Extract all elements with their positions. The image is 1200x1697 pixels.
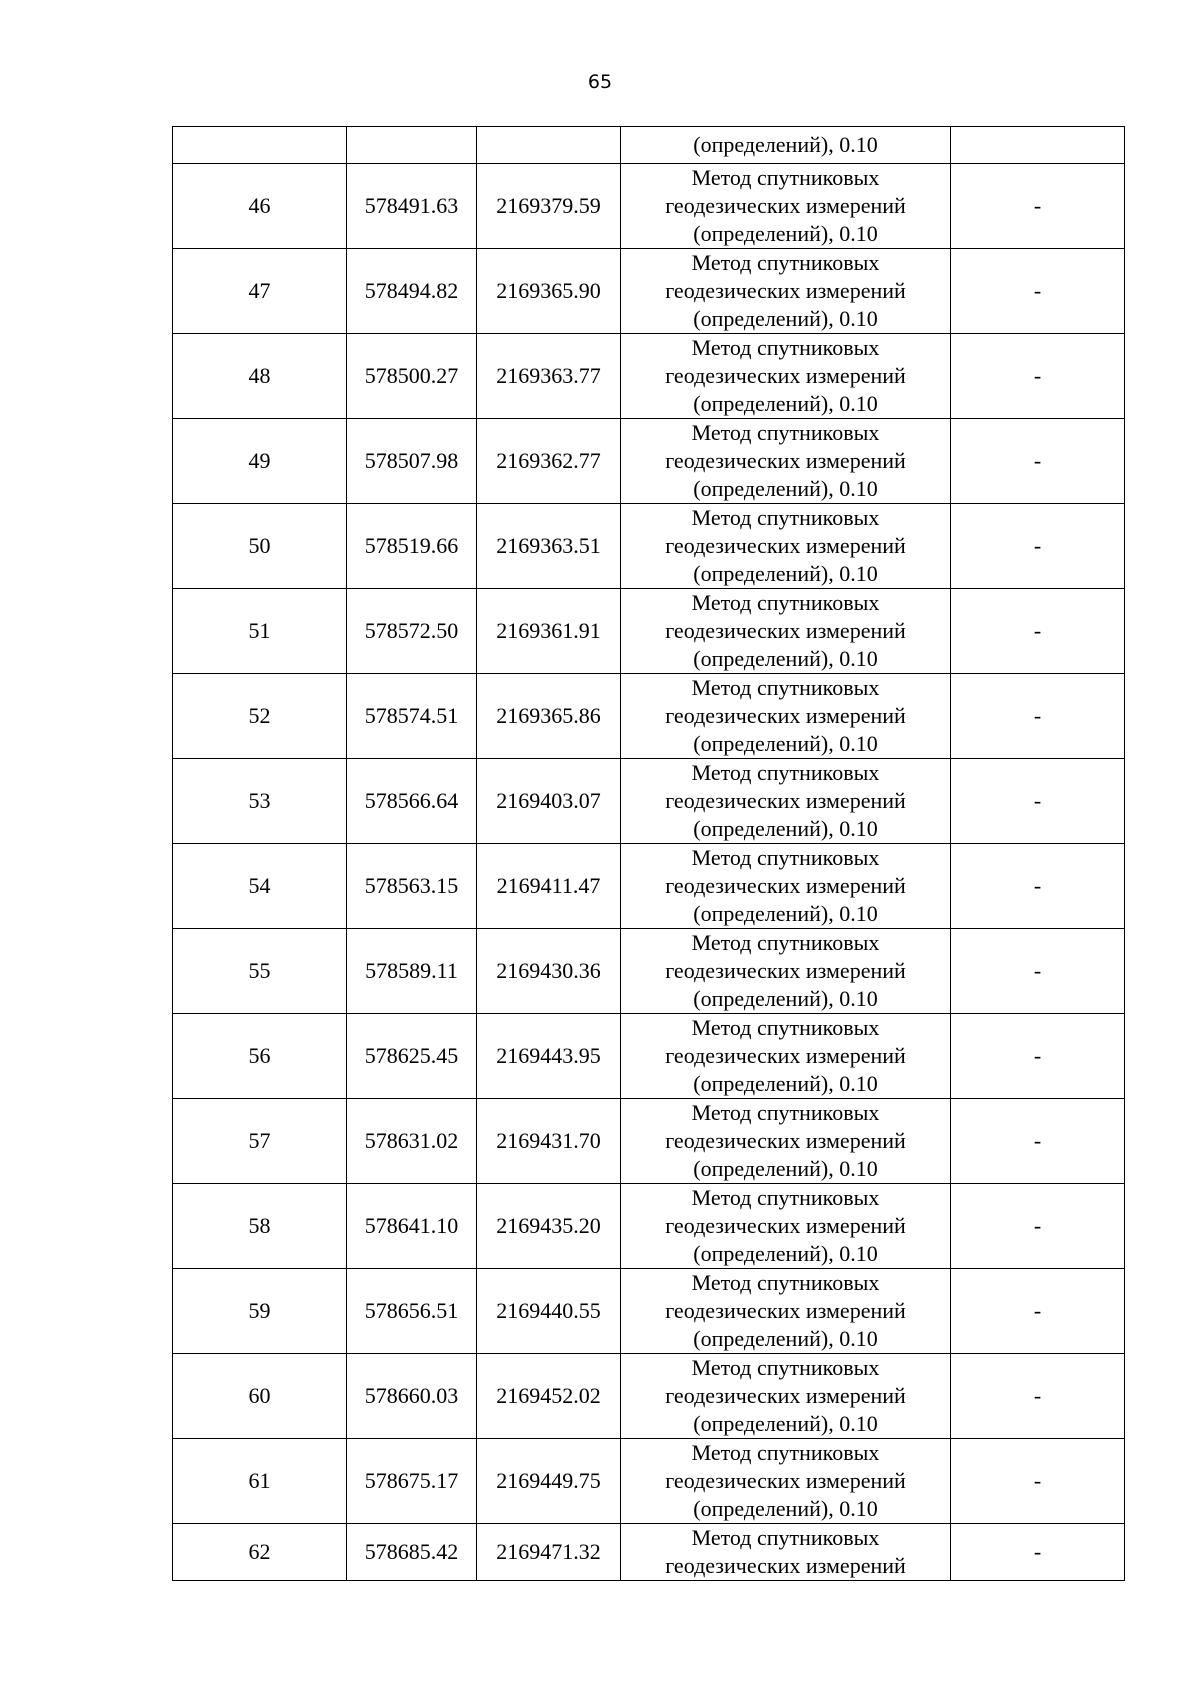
method-text-line: Метод спутниковых xyxy=(691,165,880,190)
x-coordinate-cell: 578572.50 xyxy=(347,589,477,674)
method-text-line: геодезических измерений xyxy=(665,448,906,473)
method-cell xyxy=(621,1439,951,1524)
point-number-cell: 47 xyxy=(173,249,347,334)
description-cell: - xyxy=(951,164,1125,249)
x-coordinate-cell: 578507.98 xyxy=(347,419,477,504)
point-number-cell: 54 xyxy=(173,844,347,929)
method-text-line: (определений), 0.10 xyxy=(693,1156,878,1181)
method-text-line: геодезических измерений xyxy=(665,1128,906,1153)
method-text-line: геодезических измерений xyxy=(665,703,906,728)
description-cell: - xyxy=(951,1439,1125,1524)
method-text-line: геодезических измерений xyxy=(665,1213,906,1238)
method-text-line: (определений), 0.10 xyxy=(693,731,878,756)
table-row xyxy=(173,759,1125,844)
method-text-line: Метод спутниковых xyxy=(691,420,880,445)
point-number-cell xyxy=(173,127,347,164)
method-cell xyxy=(621,1269,951,1354)
table-row xyxy=(173,674,1125,759)
x-coordinate-cell: 578656.51 xyxy=(347,1269,477,1354)
method-text-line: геодезических измерений xyxy=(665,1298,906,1323)
method-text-line: Метод спутниковых xyxy=(691,675,880,700)
y-coordinate-cell: 2169403.07 xyxy=(477,759,621,844)
method-text-line: (определений), 0.10 xyxy=(693,221,878,246)
table-row xyxy=(173,334,1125,419)
point-number-cell: 49 xyxy=(173,419,347,504)
table-row xyxy=(173,504,1125,589)
method-text-line: геодезических измерений xyxy=(665,873,906,898)
method-text-line: (определений), 0.10 xyxy=(693,1071,878,1096)
method-text-line: геодезических измерений xyxy=(665,618,906,643)
description-cell: - xyxy=(951,249,1125,334)
x-coordinate-cell: 578519.66 xyxy=(347,504,477,589)
point-number-cell: 46 xyxy=(173,164,347,249)
method-text-line: Метод спутниковых xyxy=(691,1185,880,1210)
method-cell xyxy=(621,504,951,589)
x-coordinate-cell: 578675.17 xyxy=(347,1439,477,1524)
method-text-line: геодезических измерений xyxy=(665,363,906,388)
method-text-line: (определений), 0.10 xyxy=(693,986,878,1011)
y-coordinate-cell: 2169379.59 xyxy=(477,164,621,249)
y-coordinate-cell: 2169443.95 xyxy=(477,1014,621,1099)
method-text-line: Метод спутниковых xyxy=(691,930,880,955)
description-cell xyxy=(951,127,1125,164)
method-text-line: Метод спутниковых xyxy=(691,845,880,870)
method-text-line: Метод спутниковых xyxy=(691,1525,880,1550)
method-text-line: геодезических измерений xyxy=(665,958,906,983)
point-number-cell: 53 xyxy=(173,759,347,844)
method-text-line: Метод спутниковых xyxy=(691,335,880,360)
page-number: 65 xyxy=(587,71,613,93)
method-text-line: Метод спутниковых xyxy=(691,760,880,785)
method-text-line: (определений), 0.10 xyxy=(693,1241,878,1266)
table-row xyxy=(173,1184,1125,1269)
description-cell: - xyxy=(951,844,1125,929)
y-coordinate-cell: 2169430.36 xyxy=(477,929,621,1014)
description-cell: - xyxy=(951,589,1125,674)
y-coordinate-cell: 2169452.02 xyxy=(477,1354,621,1439)
table-row xyxy=(173,1269,1125,1354)
method-text-line: (определений), 0.10 xyxy=(693,1496,878,1521)
method-cell xyxy=(621,419,951,504)
table-row xyxy=(173,127,1125,164)
y-coordinate-cell: 2169363.51 xyxy=(477,504,621,589)
coordinates-table-body xyxy=(173,127,1125,1581)
y-coordinate-cell: 2169471.32 xyxy=(477,1524,621,1581)
method-text-line: геодезических измерений xyxy=(665,278,906,303)
table-row xyxy=(173,1354,1125,1439)
y-coordinate-cell: 2169435.20 xyxy=(477,1184,621,1269)
description-cell: - xyxy=(951,674,1125,759)
method-text-line: Метод спутниковых xyxy=(691,1015,880,1040)
method-text-line: геодезических измерений xyxy=(665,788,906,813)
point-number-cell: 48 xyxy=(173,334,347,419)
method-cell xyxy=(621,1099,951,1184)
x-coordinate-cell: 578589.11 xyxy=(347,929,477,1014)
method-text-line: (определений), 0.10 xyxy=(693,1326,878,1351)
description-cell: - xyxy=(951,504,1125,589)
method-cell xyxy=(621,249,951,334)
y-coordinate-cell: 2169431.70 xyxy=(477,1099,621,1184)
table-row xyxy=(173,1099,1125,1184)
x-coordinate-cell xyxy=(347,127,477,164)
y-coordinate-cell: 2169363.77 xyxy=(477,334,621,419)
description-cell: - xyxy=(951,929,1125,1014)
x-coordinate-cell: 578563.15 xyxy=(347,844,477,929)
x-coordinate-cell: 578566.64 xyxy=(347,759,477,844)
y-coordinate-cell xyxy=(477,127,621,164)
method-text-line: (определений), 0.10 xyxy=(693,132,878,157)
description-cell: - xyxy=(951,1524,1125,1581)
method-cell xyxy=(621,164,951,249)
method-text-line: Метод спутниковых xyxy=(691,1100,880,1125)
table-row xyxy=(173,419,1125,504)
x-coordinate-cell: 578500.27 xyxy=(347,334,477,419)
method-text-line: Метод спутниковых xyxy=(691,1355,880,1380)
method-text-line: (определений), 0.10 xyxy=(693,1411,878,1436)
method-text-line: геодезических измерений xyxy=(665,1383,906,1408)
point-number-cell: 59 xyxy=(173,1269,347,1354)
method-text-line: геодезических измерений xyxy=(665,1043,906,1068)
description-cell: - xyxy=(951,1099,1125,1184)
point-number-cell: 57 xyxy=(173,1099,347,1184)
point-number-cell: 51 xyxy=(173,589,347,674)
table-row xyxy=(173,844,1125,929)
method-text-line: геодезических измерений xyxy=(665,533,906,558)
method-cell xyxy=(621,334,951,419)
y-coordinate-cell: 2169365.90 xyxy=(477,249,621,334)
x-coordinate-cell: 578641.10 xyxy=(347,1184,477,1269)
table-row xyxy=(173,1439,1125,1524)
method-cell xyxy=(621,1524,951,1581)
method-text-line: (определений), 0.10 xyxy=(693,561,878,586)
method-text-line: (определений), 0.10 xyxy=(693,391,878,416)
x-coordinate-cell: 578625.45 xyxy=(347,1014,477,1099)
method-cell xyxy=(621,1184,951,1269)
x-coordinate-cell: 578491.63 xyxy=(347,164,477,249)
method-cell xyxy=(621,674,951,759)
x-coordinate-cell: 578660.03 xyxy=(347,1354,477,1439)
method-text-line: (определений), 0.10 xyxy=(693,816,878,841)
method-cell xyxy=(621,1014,951,1099)
table-row xyxy=(173,164,1125,249)
method-cell xyxy=(621,929,951,1014)
method-text-line: Метод спутниковых xyxy=(691,250,880,275)
y-coordinate-cell: 2169362.77 xyxy=(477,419,621,504)
point-number-cell: 61 xyxy=(173,1439,347,1524)
description-cell: - xyxy=(951,759,1125,844)
point-number-cell: 62 xyxy=(173,1524,347,1581)
method-text-line: геодезических измерений xyxy=(665,1468,906,1493)
x-coordinate-cell: 578574.51 xyxy=(347,674,477,759)
point-number-cell: 56 xyxy=(173,1014,347,1099)
x-coordinate-cell: 578494.82 xyxy=(347,249,477,334)
table-row xyxy=(173,1014,1125,1099)
method-cell xyxy=(621,759,951,844)
method-cell xyxy=(621,127,951,164)
point-number-cell: 50 xyxy=(173,504,347,589)
y-coordinate-cell: 2169361.91 xyxy=(477,589,621,674)
method-text-line: геодезических измерений xyxy=(665,1553,906,1578)
y-coordinate-cell: 2169440.55 xyxy=(477,1269,621,1354)
method-cell xyxy=(621,844,951,929)
table-row xyxy=(173,589,1125,674)
table-row xyxy=(173,1524,1125,1581)
description-cell: - xyxy=(951,419,1125,504)
method-cell xyxy=(621,589,951,674)
description-cell: - xyxy=(951,1354,1125,1439)
method-text-line: Метод спутниковых xyxy=(691,590,880,615)
y-coordinate-cell: 2169449.75 xyxy=(477,1439,621,1524)
method-text-line: Метод спутниковых xyxy=(691,1270,880,1295)
description-cell: - xyxy=(951,1269,1125,1354)
method-text-line: геодезических измерений xyxy=(665,193,906,218)
description-cell: - xyxy=(951,1014,1125,1099)
method-text-line: (определений), 0.10 xyxy=(693,476,878,501)
point-number-cell: 55 xyxy=(173,929,347,1014)
point-number-cell: 52 xyxy=(173,674,347,759)
description-cell: - xyxy=(951,1184,1125,1269)
y-coordinate-cell: 2169365.86 xyxy=(477,674,621,759)
method-text-line: Метод спутниковых xyxy=(691,505,880,530)
description-cell: - xyxy=(951,334,1125,419)
method-cell xyxy=(621,1354,951,1439)
coordinates-table xyxy=(172,126,1125,1581)
point-number-cell: 60 xyxy=(173,1354,347,1439)
x-coordinate-cell: 578685.42 xyxy=(347,1524,477,1581)
method-text-line: (определений), 0.10 xyxy=(693,306,878,331)
y-coordinate-cell: 2169411.47 xyxy=(477,844,621,929)
x-coordinate-cell: 578631.02 xyxy=(347,1099,477,1184)
table-row xyxy=(173,249,1125,334)
method-text-line: (определений), 0.10 xyxy=(693,901,878,926)
method-text-line: Метод спутниковых xyxy=(691,1440,880,1465)
table-row xyxy=(173,929,1125,1014)
method-text-line: (определений), 0.10 xyxy=(693,646,878,671)
point-number-cell: 58 xyxy=(173,1184,347,1269)
